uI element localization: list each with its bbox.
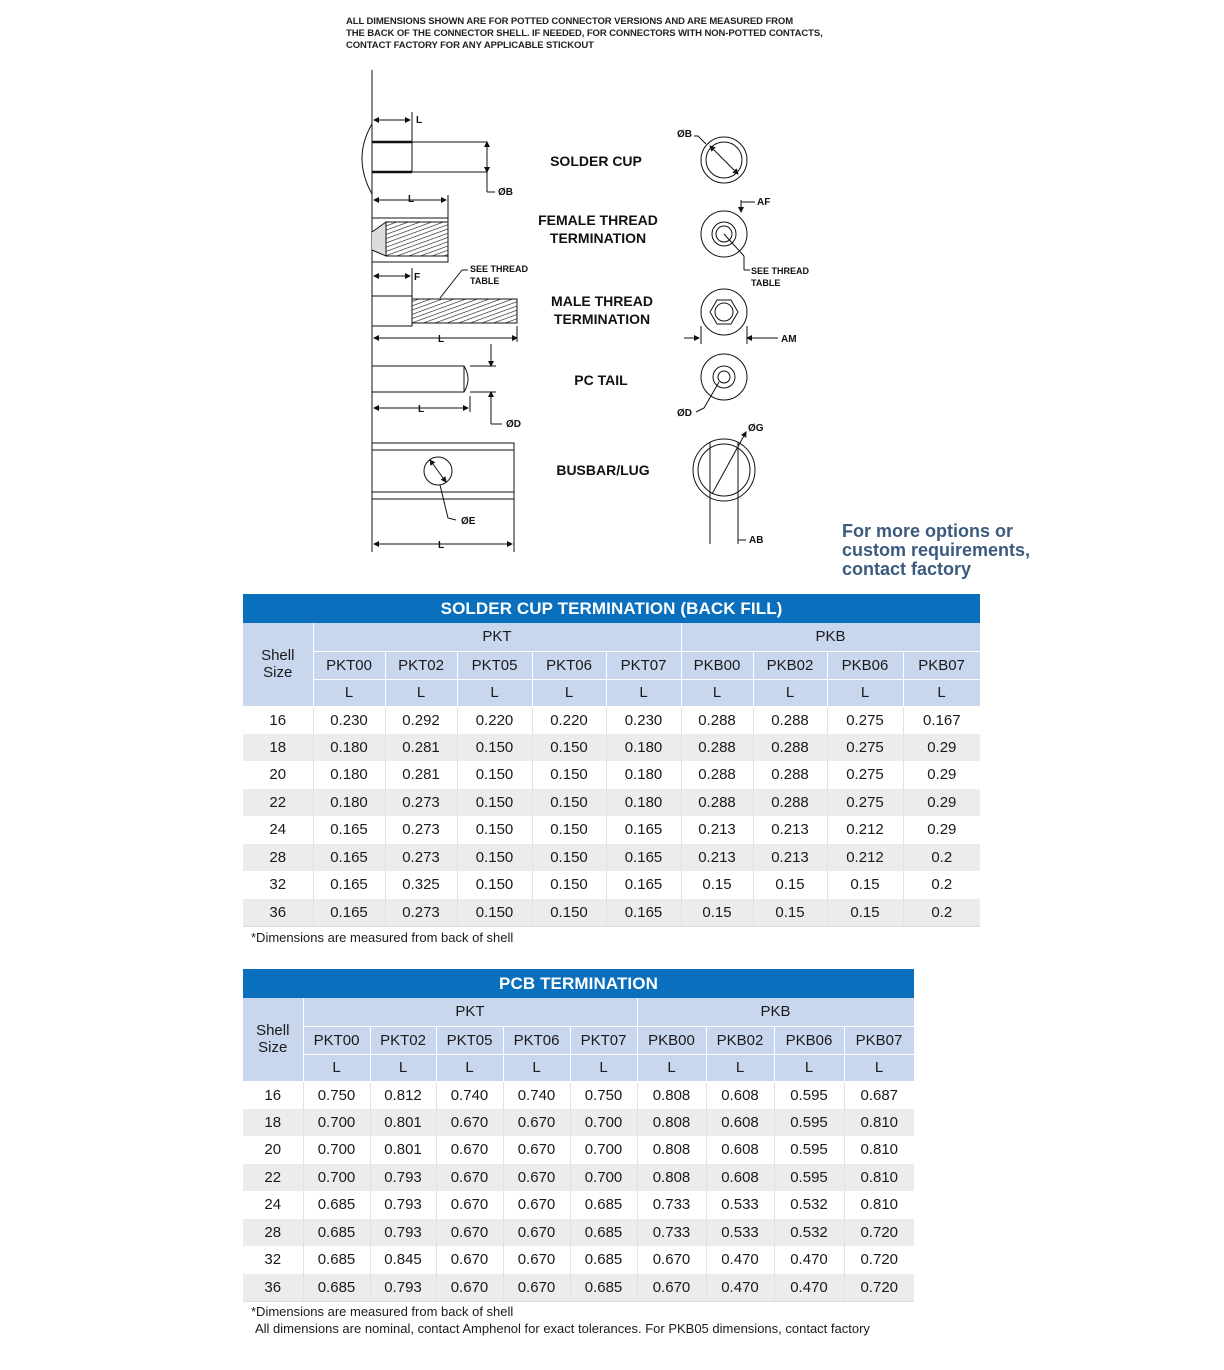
more-options-note (842, 522, 1030, 579)
female-thread-label: FEMALE THREAD (538, 212, 658, 228)
see-thread-label: SEE THREAD (470, 264, 529, 274)
dimension-cell: 0.29 (903, 761, 980, 789)
dimension-cell: 0.273 (385, 899, 457, 927)
dimension-cell: 0.595 (774, 1081, 844, 1109)
dimension-cell: 0.165 (313, 844, 385, 872)
dimension-cell: 0.288 (753, 789, 827, 817)
dimension-cell: 0.325 (385, 871, 457, 899)
column-header: PKT05 (457, 651, 532, 679)
dimension-cell: 0.801 (370, 1109, 436, 1137)
more-options-line: contact factory (842, 559, 972, 579)
shell-size-cell: 20 (243, 1136, 303, 1164)
dimension-cell: 0.720 (844, 1219, 914, 1247)
dimension-cell: 0.150 (532, 734, 606, 762)
end-view-busbar (693, 432, 755, 544)
shell-size-header (243, 623, 313, 706)
dimension-cell: 0.273 (385, 816, 457, 844)
dimension-cell: 0.608 (706, 1164, 774, 1192)
dimension-cell: 0.685 (303, 1191, 370, 1219)
dimension-cell: 0.533 (706, 1219, 774, 1247)
shell-size-cell: 24 (243, 816, 313, 844)
dimension-cell: 0.165 (606, 871, 681, 899)
unit-header: L (303, 1054, 370, 1081)
column-header: PKT00 (303, 1026, 370, 1054)
dimension-cell: 0.700 (303, 1136, 370, 1164)
dimension-cell: 0.230 (313, 706, 385, 734)
dimension-cell: 0.740 (436, 1081, 503, 1109)
unit-header: L (827, 679, 903, 706)
dimension-cell: 0.220 (457, 706, 532, 734)
table-row (243, 816, 980, 844)
unit-header: L (706, 1054, 774, 1081)
end-view-female-thread (701, 200, 755, 270)
dimension-cell: 0.670 (503, 1219, 570, 1247)
unit-header: L (753, 679, 827, 706)
dimension-cell: 0.230 (606, 706, 681, 734)
dimension-cell: 0.801 (370, 1136, 436, 1164)
dimension-cell: 0.167 (903, 706, 980, 734)
column-header: PKT06 (532, 651, 606, 679)
shell-size-cell: 36 (243, 899, 313, 927)
column-header: PKB07 (903, 651, 980, 679)
solder-cup-drawing (362, 112, 495, 194)
more-options-line: custom requirements, (842, 540, 1031, 560)
table-row (243, 1274, 914, 1302)
shell-size-cell: 16 (243, 1081, 303, 1109)
shell-size-cell: 16 (243, 706, 313, 734)
dimension-cell: 0.29 (903, 816, 980, 844)
unit-header: L (436, 1054, 503, 1081)
dimension-cell: 0.670 (503, 1136, 570, 1164)
pcb-termination-table (243, 969, 915, 1302)
dim-od-label: ØD (506, 419, 521, 430)
table-row (243, 734, 980, 762)
column-header: PKB07 (844, 1026, 914, 1054)
dimension-cell: 0.470 (774, 1246, 844, 1274)
dim-am-label: AM (781, 334, 797, 345)
dimension-cell: 0.288 (753, 706, 827, 734)
dim-od-label: ØD (677, 408, 692, 419)
dim-ob-label: ØB (677, 129, 692, 140)
dimension-cell: 0.670 (637, 1246, 706, 1274)
table-row (243, 1164, 914, 1192)
shell-size-cell: 24 (243, 1191, 303, 1219)
dimension-cell: 0.700 (570, 1109, 637, 1137)
unit-header: L (637, 1054, 706, 1081)
dimension-cell: 0.15 (681, 899, 753, 927)
unit-header: L (313, 679, 385, 706)
dimension-cell: 0.288 (753, 734, 827, 762)
dimension-cell: 0.288 (681, 789, 753, 817)
dimension-cell: 0.150 (532, 844, 606, 872)
dimension-cell: 0.733 (637, 1219, 706, 1247)
group-header-pkt: PKT (303, 998, 637, 1026)
dimension-cell: 0.150 (532, 816, 606, 844)
dimension-cell: 0.700 (303, 1164, 370, 1192)
dimension-cell: 0.608 (706, 1081, 774, 1109)
dim-og-label: ØG (748, 423, 764, 434)
see-thread-label: TABLE (751, 278, 781, 288)
dimension-cell: 0.275 (827, 734, 903, 762)
dimension-cell: 0.670 (503, 1274, 570, 1302)
dimension-cell: 0.180 (313, 761, 385, 789)
solder-cup-label: SOLDER CUP (550, 153, 642, 169)
shell-size-cell: 20 (243, 761, 313, 789)
see-thread-label: TABLE (470, 276, 500, 286)
dim-l-label: L (438, 540, 445, 551)
shell-size-cell: 32 (243, 871, 313, 899)
dimension-cell: 0.213 (681, 844, 753, 872)
dimension-cell: 0.29 (903, 789, 980, 817)
dimension-cell: 0.720 (844, 1246, 914, 1274)
top-note-line: CONTACT FACTORY FOR ANY APPLICABLE STICKOUT (346, 40, 594, 51)
unit-header: L (844, 1054, 914, 1081)
dimension-cell: 0.213 (753, 816, 827, 844)
table-row (243, 1109, 914, 1137)
column-header: PKT02 (385, 651, 457, 679)
dimension-cell: 0.2 (903, 899, 980, 927)
end-view-pc-tail (696, 354, 747, 412)
dimension-cell: 0.180 (606, 789, 681, 817)
dimension-cell: 0.700 (570, 1136, 637, 1164)
dimension-cell: 0.750 (570, 1081, 637, 1109)
table-row (243, 789, 980, 817)
unit-header: L (570, 1054, 637, 1081)
dimension-cell: 0.810 (844, 1164, 914, 1192)
dimension-cell: 0.595 (774, 1164, 844, 1192)
column-header: PKT02 (370, 1026, 436, 1054)
dim-af-label: AF (757, 197, 771, 208)
dimension-cell: 0.608 (706, 1109, 774, 1137)
top-note (346, 16, 866, 52)
shell-size-cell: 22 (243, 1164, 303, 1192)
dimension-cell: 0.220 (532, 706, 606, 734)
dim-f-label: F (414, 272, 421, 283)
unit-header: L (457, 679, 532, 706)
shell-size-cell: 32 (243, 1246, 303, 1274)
dimension-cell: 0.213 (681, 816, 753, 844)
dimension-cell: 0.15 (827, 899, 903, 927)
dimension-cell: 0.793 (370, 1191, 436, 1219)
dimension-cell: 0.150 (457, 899, 532, 927)
dimension-cell: 0.15 (753, 899, 827, 927)
dimension-cell: 0.275 (827, 789, 903, 817)
unit-header: L (774, 1054, 844, 1081)
dimension-cell: 0.150 (532, 871, 606, 899)
end-view-solder-cup (694, 136, 747, 183)
shell-size-cell: 22 (243, 789, 313, 817)
dim-l-label: L (438, 334, 445, 345)
dimension-cell: 0.273 (385, 844, 457, 872)
dimension-cell: 0.700 (570, 1164, 637, 1192)
dimension-cell: 0.165 (313, 899, 385, 927)
dimension-cell: 0.2 (903, 871, 980, 899)
unit-header: L (681, 679, 753, 706)
shell-size-cell: 28 (243, 1219, 303, 1247)
male-thread-label: MALE THREAD (551, 293, 653, 309)
dimension-cell: 0.670 (503, 1246, 570, 1274)
table-row (243, 1136, 914, 1164)
dimension-cell: 0.595 (774, 1136, 844, 1164)
group-header-pkb: PKB (637, 998, 914, 1026)
dim-ob-label: ØB (498, 187, 513, 198)
termination-drawing (330, 60, 850, 560)
dimension-cell: 0.213 (753, 844, 827, 872)
table-row (243, 844, 980, 872)
dimension-cell: 0.150 (457, 844, 532, 872)
dimension-cell: 0.670 (503, 1164, 570, 1192)
dimension-cell: 0.165 (606, 899, 681, 927)
dimension-cell: 0.288 (681, 706, 753, 734)
dimension-cell: 0.288 (753, 761, 827, 789)
more-options-line: For more options or (842, 521, 1013, 541)
column-header: PKT00 (313, 651, 385, 679)
dimension-cell: 0.685 (303, 1274, 370, 1302)
dimension-cell: 0.685 (303, 1246, 370, 1274)
see-thread-label: SEE THREAD (751, 266, 810, 276)
table-row (243, 1191, 914, 1219)
top-note-line: ALL DIMENSIONS SHOWN ARE FOR POTTED CONNECTOR VERSIONS AND ARE MEASURED FROM (346, 16, 794, 27)
dimension-cell: 0.812 (370, 1081, 436, 1109)
dimension-cell: 0.670 (503, 1191, 570, 1219)
dimension-cell: 0.808 (637, 1109, 706, 1137)
dimension-cell: 0.180 (606, 734, 681, 762)
dimension-cell: 0.150 (457, 761, 532, 789)
dimension-cell: 0.165 (313, 816, 385, 844)
table-row (243, 761, 980, 789)
dimension-cell: 0.793 (370, 1219, 436, 1247)
dim-l-label: L (418, 404, 425, 415)
solder-cup-table (243, 594, 981, 927)
dimension-cell: 0.150 (457, 871, 532, 899)
dimension-cell: 0.670 (436, 1274, 503, 1302)
dimension-cell: 0.532 (774, 1191, 844, 1219)
table-row (243, 871, 980, 899)
dimension-cell: 0.281 (385, 734, 457, 762)
shell-size-cell: 18 (243, 734, 313, 762)
dimension-cell: 0.281 (385, 761, 457, 789)
dimension-cell: 0.733 (637, 1191, 706, 1219)
table-row (243, 899, 980, 927)
shell-header-line: Shell (256, 1022, 290, 1040)
dimension-cell: 0.15 (753, 871, 827, 899)
dimension-cell: 0.180 (313, 734, 385, 762)
table-title: PCB TERMINATION (243, 969, 914, 998)
dimension-cell: 0.29 (903, 734, 980, 762)
dimension-cell: 0.15 (681, 871, 753, 899)
dimension-cell: 0.165 (606, 816, 681, 844)
dimension-cell: 0.750 (303, 1081, 370, 1109)
dimension-cell: 0.595 (774, 1109, 844, 1137)
group-header-pkb: PKB (681, 623, 980, 651)
dimension-cell: 0.670 (503, 1109, 570, 1137)
dimension-cell: 0.670 (637, 1274, 706, 1302)
dimension-cell: 0.687 (844, 1081, 914, 1109)
dimension-cell: 0.685 (570, 1219, 637, 1247)
busbar-drawing (372, 443, 514, 552)
dimension-cell: 0.685 (303, 1219, 370, 1247)
female-thread-drawing (372, 195, 448, 262)
column-header: PKB06 (774, 1026, 844, 1054)
pc-tail-label: PC TAIL (574, 372, 628, 388)
column-header: PKB06 (827, 651, 903, 679)
dimension-cell: 0.810 (844, 1191, 914, 1219)
unit-header: L (532, 679, 606, 706)
table-row (243, 1246, 914, 1274)
dimension-cell: 0.150 (532, 789, 606, 817)
dim-l-label: L (416, 115, 423, 126)
dimension-cell: 0.288 (681, 734, 753, 762)
dimension-cell: 0.720 (844, 1274, 914, 1302)
dimension-cell: 0.212 (827, 844, 903, 872)
column-header: PKB00 (637, 1026, 706, 1054)
unit-header: L (370, 1054, 436, 1081)
dim-l-label: L (408, 194, 415, 205)
dimension-cell: 0.275 (827, 706, 903, 734)
dimension-cell: 0.165 (313, 871, 385, 899)
dimension-cell: 0.808 (637, 1081, 706, 1109)
table-row (243, 706, 980, 734)
dimension-cell: 0.740 (503, 1081, 570, 1109)
dimension-cell: 0.292 (385, 706, 457, 734)
shell-header-line: Size (263, 664, 293, 682)
unit-header: L (903, 679, 980, 706)
dimension-cell: 0.273 (385, 789, 457, 817)
column-header: PKT05 (436, 1026, 503, 1054)
dim-ab-label: AB (749, 535, 764, 546)
column-header: PKB02 (753, 651, 827, 679)
dimension-cell: 0.150 (457, 816, 532, 844)
dimension-cell: 0.845 (370, 1246, 436, 1274)
column-header: PKB00 (681, 651, 753, 679)
column-header: PKT07 (606, 651, 681, 679)
dimension-cell: 0.808 (637, 1136, 706, 1164)
dimension-cell: 0.685 (570, 1246, 637, 1274)
pcb-table-footnote: *Dimensions are measured from back of shell (251, 1304, 514, 1319)
dimension-cell: 0.793 (370, 1164, 436, 1192)
shell-size-cell: 36 (243, 1274, 303, 1302)
dimension-cell: 0.470 (774, 1274, 844, 1302)
unit-header: L (385, 679, 457, 706)
dimension-cell: 0.700 (303, 1109, 370, 1137)
table-row (243, 1081, 914, 1109)
dimension-cell: 0.670 (436, 1164, 503, 1192)
dimension-cell: 0.150 (457, 789, 532, 817)
busbar-label: BUSBAR/LUG (556, 462, 650, 478)
shell-header-line: Shell (261, 647, 295, 665)
dimension-cell: 0.670 (436, 1136, 503, 1164)
column-header: PKT06 (503, 1026, 570, 1054)
dimension-cell: 0.150 (457, 734, 532, 762)
dimension-cell: 0.670 (436, 1191, 503, 1219)
dimension-cell: 0.793 (370, 1274, 436, 1302)
dimension-cell: 0.180 (313, 789, 385, 817)
dimension-cell: 0.685 (570, 1274, 637, 1302)
unit-header: L (606, 679, 681, 706)
solder-table-footnote: *Dimensions are measured from back of shell (251, 930, 514, 945)
shell-header-line: Size (258, 1039, 288, 1057)
dimension-cell: 0.685 (570, 1191, 637, 1219)
column-header: PKT07 (570, 1026, 637, 1054)
dimension-cell: 0.808 (637, 1164, 706, 1192)
dim-oe-label: ØE (461, 516, 476, 527)
unit-header: L (503, 1054, 570, 1081)
dimension-cell: 0.150 (532, 899, 606, 927)
shell-size-header (243, 998, 303, 1081)
dimension-cell: 0.670 (436, 1219, 503, 1247)
shell-size-cell: 18 (243, 1109, 303, 1137)
pcb-table-footnote: All dimensions are nominal, contact Amphenol for exact tolerances. For PKB05 dimensions, contact factory (255, 1321, 870, 1336)
shell-size-cell: 28 (243, 844, 313, 872)
dimension-cell: 0.275 (827, 761, 903, 789)
column-header: PKB02 (706, 1026, 774, 1054)
dimension-cell: 0.810 (844, 1109, 914, 1137)
end-view-male-thread (684, 289, 778, 344)
pc-tail-drawing (372, 344, 502, 424)
dimension-cell: 0.810 (844, 1136, 914, 1164)
dimension-cell: 0.533 (706, 1191, 774, 1219)
dimension-cell: 0.608 (706, 1136, 774, 1164)
dimension-cell: 0.470 (706, 1246, 774, 1274)
male-thread-label: TERMINATION (553, 311, 651, 327)
dimension-cell: 0.180 (606, 761, 681, 789)
group-header-pkt: PKT (313, 623, 681, 651)
female-thread-label: TERMINATION (549, 230, 647, 246)
dimension-cell: 0.150 (532, 761, 606, 789)
dimension-cell: 0.212 (827, 816, 903, 844)
dimension-cell: 0.2 (903, 844, 980, 872)
table-title: SOLDER CUP TERMINATION (BACK FILL) (243, 594, 980, 623)
dimension-cell: 0.165 (606, 844, 681, 872)
dimension-cell: 0.15 (827, 871, 903, 899)
dimension-cell: 0.670 (436, 1246, 503, 1274)
dimension-cell: 0.470 (706, 1274, 774, 1302)
table-row (243, 1219, 914, 1247)
dimension-cell: 0.532 (774, 1219, 844, 1247)
dimension-cell: 0.288 (681, 761, 753, 789)
top-note-line: THE BACK OF THE CONNECTOR SHELL. IF NEEDED, FOR CONNECTORS WITH NON-POTTED CONTACTS, (346, 28, 823, 39)
dimension-cell: 0.670 (436, 1109, 503, 1137)
